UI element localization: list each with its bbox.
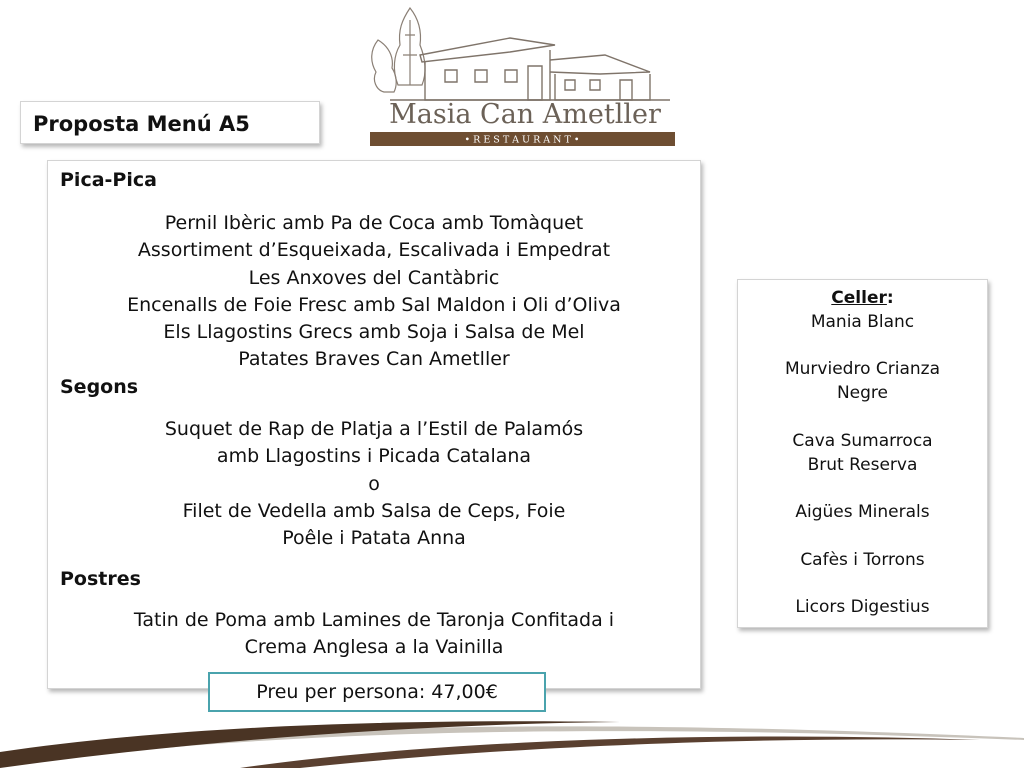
menu-line: Crema Anglesa a la Vainilla [244, 636, 504, 659]
menu-line: Suquet de Rap de Platja a l’Estil de Palamós [164, 418, 584, 440]
drink-item: Cafès i Torrons [800, 549, 925, 570]
wine-item: Murviedro Crianza [784, 359, 940, 380]
price-per-person: Preu per persona: 47,00€ [256, 681, 498, 703]
segons-heading: Segons [60, 376, 139, 398]
postres-items [48, 607, 700, 662]
wine-item: Negre [836, 383, 889, 404]
menu-line: amb Llagostins i Picada Catalana [216, 445, 532, 468]
celler-box [737, 279, 988, 628]
menu-item: Assortiment d’Esqueixada, Escalivada i Empedrat [137, 239, 611, 262]
menu-line: Poêle i Patata Anna [282, 527, 466, 550]
menu-title: Proposta Menú A5 [33, 112, 250, 136]
wine-item: Brut Reserva [807, 454, 918, 475]
decorative-swoosh [0, 700, 1024, 768]
logo-tagline: • R E S T A U R A N T • [464, 134, 580, 146]
segons-items [48, 416, 700, 552]
restaurant-logo [350, 0, 700, 150]
menu-line: Tatin de Poma amb Lamines de Taronja Confitada i [133, 609, 615, 631]
drink-item: Aigües Minerals [795, 502, 930, 523]
pica-pica-heading: Pica-Pica [60, 169, 157, 191]
menu-item: Patates Braves Can Ametller [238, 348, 510, 371]
wine-item: Mania Blanc [810, 311, 915, 332]
menu-item: Pernil Ibèric amb Pa de Coca amb Tomàquet [164, 212, 584, 234]
celler-heading-text: Celler [831, 288, 887, 308]
logo-wordmark: Masia Can Ametller [389, 99, 661, 130]
celler-heading-colon: : [886, 288, 894, 308]
menu-line: Filet de Vedella amb Salsa de Ceps, Foie [182, 499, 566, 522]
wine-item: Cava Sumarroca [792, 430, 933, 451]
celler-heading [738, 287, 987, 311]
menu-card [47, 160, 701, 689]
menu-title-box [20, 101, 320, 144]
postres-heading: Postres [60, 568, 141, 590]
menu-item: Els Llagostins Grecs amb Soja i Salsa de Mel [163, 321, 585, 344]
menu-item: Les Anxoves del Cantàbric [248, 266, 500, 289]
menu-item: Encenalls de Foie Fresc amb Sal Maldon i Oli d’Oliva [127, 293, 621, 316]
drink-item: Licors Digestius [795, 597, 930, 618]
menu-line: o [368, 472, 380, 495]
pica-pica-items [48, 210, 700, 374]
